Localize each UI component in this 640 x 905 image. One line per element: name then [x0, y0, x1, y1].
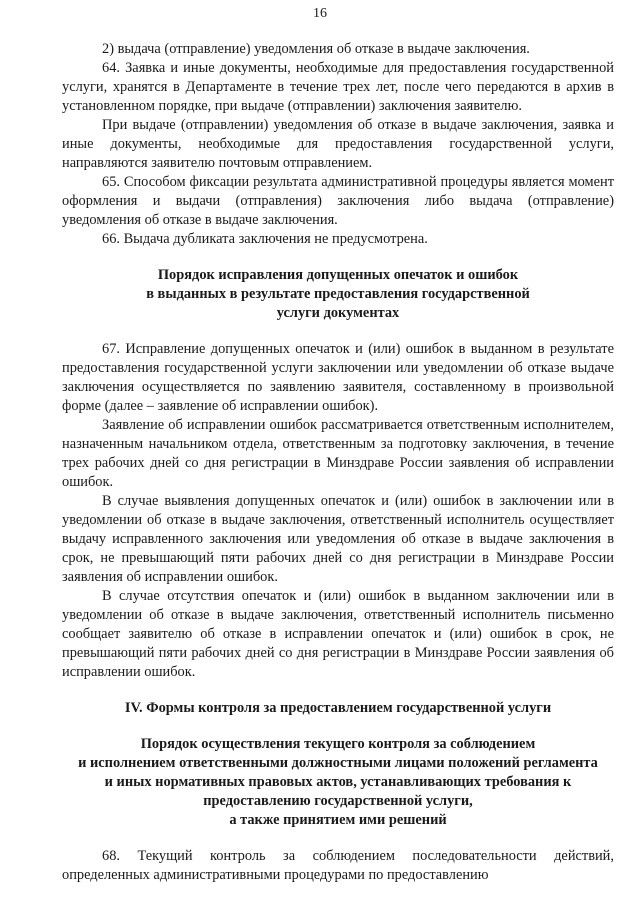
paragraph-67-review: Заявление об исправлении ошибок рассматривается ответственным исполнителем, назначенным начальником отдела, ответственным за подготовку заключения, в течение трех рабочих дней со дня регистрации в Минздраве России заявления об исправлении ошибок. — [62, 417, 614, 490]
chapter-heading-iv: IV. Формы контроля за предоставлением государственной услуги — [124, 700, 552, 716]
paragraph-67-no-errors: В случае отсутствия опечаток и (или) ошибок в выданном заключении или в уведомлении об отказе в выдаче заключения, ответственный исполнитель письменно сообщает заявителю об отказе в исправлении опечаток и (или) ошибок в срок, не превышающий пяти рабочих дней со дня регистрации в Минздраве России заявления об исправлении ошибок. — [62, 588, 614, 680]
paragraph-67-errors-found: В случае выявления допущенных опечаток и (или) ошибок в заключении или в уведомлении об отказе в выдаче заключения, ответственный исполнитель осуществляет выдачу исправленного заключения или уведомления об отказе в выдаче заключения в срок, не превышающий пяти рабочих дней со дня регистрации в Минздраве России заявления об исправлении ошибок. — [62, 493, 614, 585]
paragraph-64: 64. Заявка и иные документы, необходимые для предоставления государственной услуги, хранятся в Департаменте в течение трех лет, после чего передаются в архив в установленном порядке, при выдаче (отправлении) заключения заявителю. — [62, 60, 614, 114]
paragraph-65: 65. Способом фиксации результата административной процедуры является момент оформления и выдачи (отправления) заключения либо выдача (отправление) уведомления об отказе в выдаче заключения. — [62, 174, 614, 228]
heading-line: а также принятием ими решений — [229, 812, 447, 828]
heading-line: в выданных в результате предоставления государственной — [146, 286, 530, 302]
paragraph-67: 67. Исправление допущенных опечаток и (или) ошибок в выданном в результате предоставления государственной услуги заключении или уведомлении об отказе выдаче заключения осуществляется по заявлению заявителя, составленному в произвольной форме (далее – заявление об исправлении ошибок). — [62, 341, 614, 414]
paragraph-64-cont: При выдаче (отправлении) уведомления об отказе в выдаче заключения, заявка и иные документы, необходимые для предоставления государственной услуги, направляются заявителю почтовым отправлением. — [62, 117, 614, 171]
section-heading-current-control — [62, 735, 614, 830]
heading-line: предоставлению государственной услуги, — [203, 793, 473, 809]
paragraph-66: 66. Выдача дубликата заключения не предусмотрена. — [102, 231, 428, 247]
heading-line: и иных нормативных правовых актов, устанавливающих требования к — [104, 774, 572, 790]
page-content — [62, 40, 614, 885]
section-heading-corrections — [62, 266, 614, 323]
heading-line: и исполнением ответственными должностными лицами положений регламента — [78, 755, 598, 771]
heading-line: Порядок осуществления текущего контроля за соблюдением — [140, 736, 536, 752]
page-number: 16 — [313, 6, 327, 21]
paragraph-item-2: 2) выдача (отправление) уведомления об отказе в выдаче заключения. — [102, 41, 530, 57]
paragraph-68: 68. Текущий контроль за соблюдением последовательности действий, определенных административными процедурами по предоставлению — [62, 848, 614, 883]
heading-line: услуги документах — [276, 305, 400, 321]
heading-line: Порядок исправления допущенных опечаток и ошибок — [157, 267, 519, 283]
